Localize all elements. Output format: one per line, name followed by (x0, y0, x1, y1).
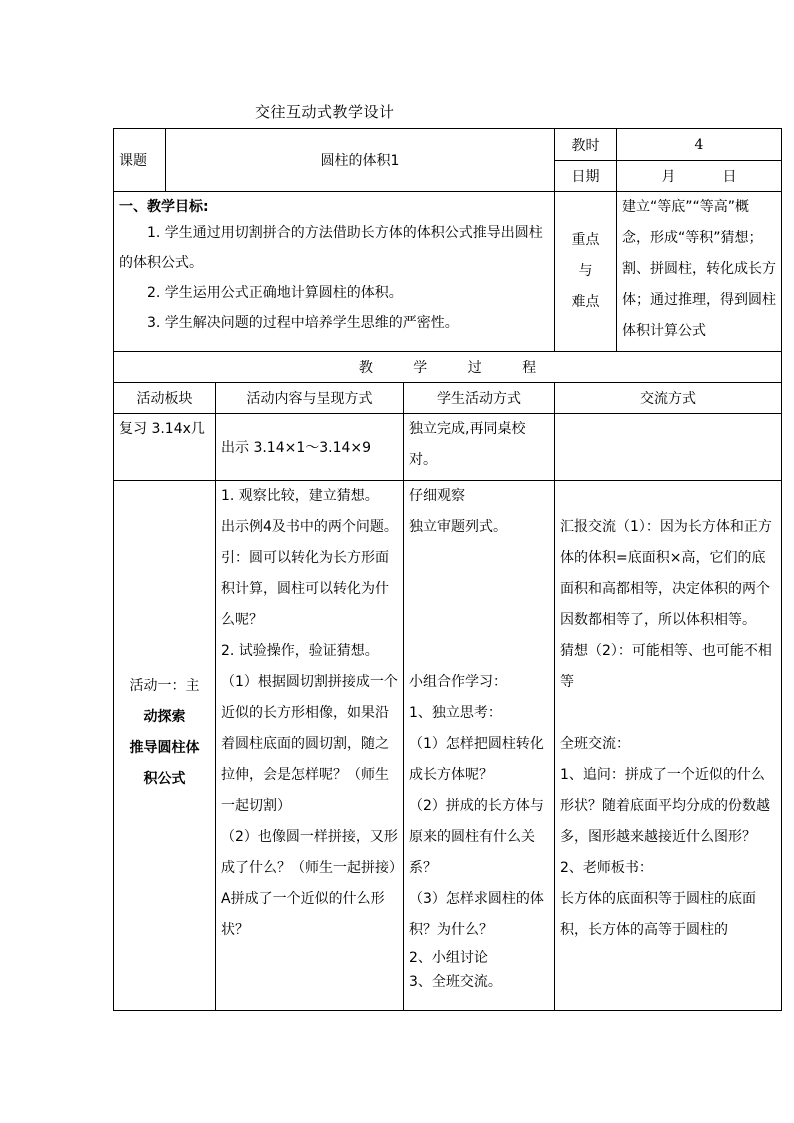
activity-exchange-line: 1、追问：拼成了一个近似的什么形状？随着底面平均分成的份数越多，图形越来越接近什么图形？ (560, 767, 770, 845)
keypoints-text: 建立“等底”“等高”概念，形成“等积”猜想；割、拼圆柱，转化成长方体；通过推理，得到圆柱体积计算公式 (622, 199, 776, 339)
period-label: 教时 (571, 137, 600, 154)
period-label-cell (555, 129, 617, 161)
activity-content-line: 引：圆可以转化为长方形面积计算，圆柱可以转化为什么呢？ (221, 550, 389, 628)
activity-exchange-cell (555, 481, 782, 1011)
activity-exchange-line: 猜想（2）：可能相等、也可能不相等 (560, 643, 772, 690)
date-day: 日 (722, 169, 737, 185)
process-heading-char: 程 (522, 360, 537, 376)
activity-content-line: A拼成了一个近似的什么形状？ (221, 891, 385, 938)
activity-content-line: 出示例4及书中的两个问题。 (221, 519, 398, 535)
column-header-block (114, 383, 216, 414)
subject-value: 圆柱的体积1 (320, 153, 400, 169)
lesson-plan-table (113, 128, 782, 1011)
activity-content-line: 2. 试验操作，验证猜想。 (221, 643, 379, 659)
activity-content-line: 1. 观察比较，建立猜想。 (221, 488, 379, 504)
date-value-cell (617, 161, 782, 192)
keypoints-label: 与 (578, 263, 593, 279)
activity-exchange-line: 长方体的底面积等于圆柱的底面积，长方体的高等于圆柱的 (560, 891, 756, 938)
column-header-label: 活动板块 (136, 391, 193, 407)
activity-content-line: （1）根据圆切割拼接成一个近似的长方形相像，如果沿着圆柱底面的圆切割，随之拉伸，会是怎样呢？（师生一起切割） (221, 674, 398, 814)
activity-block-line: 动探索 (143, 709, 186, 725)
process-heading-char: 教 (358, 360, 373, 376)
activity-student-cell (404, 481, 555, 1011)
column-header-label: 活动内容与呈现方式 (246, 391, 373, 407)
objective-item: 2. 学生运用公式正确地计算圆柱的体积。 (147, 285, 403, 301)
activity-block-line: 积公式 (143, 771, 186, 787)
date-month: 月 (661, 169, 676, 185)
review-student: 独立完成,再同桌校对。 (409, 421, 526, 468)
keypoints-label: 重点 (571, 232, 600, 248)
date-label: 日期 (571, 169, 600, 185)
review-exchange-cell (555, 414, 782, 481)
activity-block-cell (114, 481, 216, 1011)
activity-exchange-line: 全班交流： (560, 736, 630, 752)
activity-student-line: 3、全班交流。 (409, 974, 502, 990)
activity-content-cell (216, 481, 404, 1011)
objectives-cell (114, 192, 555, 352)
activity-exchange-line: 2、老师板书： (560, 860, 653, 876)
activity-student-line: 独立审题列式。 (409, 519, 507, 535)
activity-student-line: 小组合作学习： (409, 674, 507, 690)
period-value-cell (617, 129, 782, 161)
activity-student-line: （1）怎样把圆柱转化成长方体呢？ (409, 736, 544, 783)
subject-label: 课题 (119, 153, 147, 169)
process-heading (114, 352, 782, 383)
activity-student-line: （2）拼成的长方体与原来的圆柱有什么关系？ (409, 798, 544, 876)
activity-content-line: （2）也像圆一样拼接，又形成了什么？（师生一起拼接） (221, 829, 403, 876)
review-content-cell (216, 414, 404, 481)
activity-student-line: （3）怎样求圆柱的体积？为什么？ (409, 891, 544, 938)
activity-student-line: 2、小组讨论 (409, 950, 488, 966)
column-header-label: 学生活动方式 (437, 391, 521, 407)
process-heading-char: 学 (413, 360, 428, 376)
process-heading-char: 过 (467, 360, 482, 376)
column-header-content (216, 383, 404, 414)
activity-block-line: 推导圆柱体 (129, 740, 200, 756)
subject-label-cell (114, 129, 166, 192)
keypoints-label: 难点 (571, 294, 600, 310)
activity-exchange-line: 汇报交流（1）：因为长方体和正方体的体积=底面积×高，它们的底面积和高都相等，决定体积的两个因数都相等了，所以体积相等。 (560, 519, 772, 628)
keypoints-text-cell (617, 192, 782, 352)
objective-item: 1. 学生通过用切割拼合的方法借助长方体的体积公式推导出圆柱的体积公式。 (119, 225, 543, 271)
date-label-cell (555, 161, 617, 192)
activity-block-line: 活动一：主 (129, 678, 200, 694)
objective-item: 3. 学生解决问题的过程中培养学生思维的严密性。 (147, 315, 459, 331)
column-header-label: 交流方式 (640, 391, 696, 407)
subject-value-cell (166, 129, 555, 192)
review-block: 复习 3.14x几 (119, 421, 205, 437)
objectives-title: 一、教学目标: (119, 199, 209, 215)
activity-student-line: 1、独立思考： (409, 705, 502, 721)
activity-student-line: 仔细观察 (409, 488, 465, 504)
review-content: 出示 3.14×1～3.14×9 (221, 440, 372, 456)
period-value: 4 (694, 136, 704, 153)
keypoints-label-cell (555, 192, 617, 352)
column-header-student (404, 383, 555, 414)
review-student-cell (404, 414, 555, 481)
column-header-exchange (555, 383, 782, 414)
document-title: 交往互动式教学设计 (255, 103, 395, 121)
review-block-cell (114, 414, 216, 481)
